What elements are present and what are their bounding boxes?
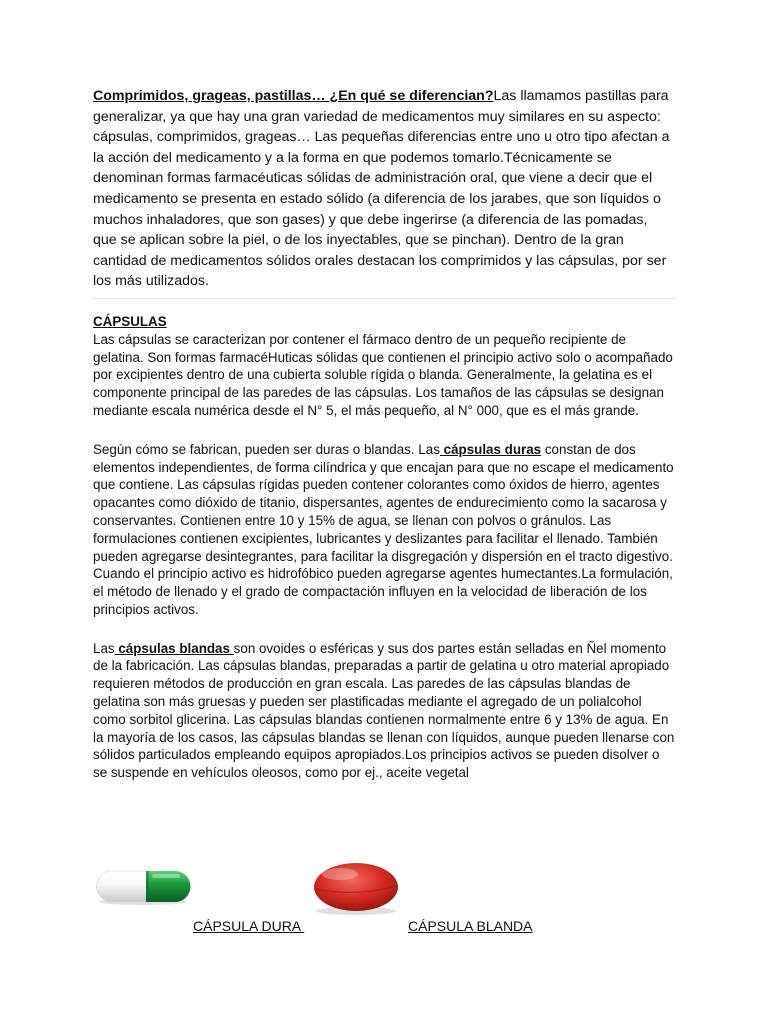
capsulas-paragraph-2	[93, 441, 675, 619]
hard-capsule-image	[97, 871, 191, 905]
para3-pre-text: Las	[93, 640, 115, 656]
capsulas-paragraph-3	[93, 640, 675, 782]
intro-body-text: Las llamamos pastillas para generalizar, ya que hay una gran variedad de medicamentos muy similares en su aspecto: cápsulas, comprimidos, grageas… Las pequeñas diferencias entre uno u otro tipo afectan a la acción del medicamento y a la forma en que podemos tomarlo.Técnicamente se denominan formas farmacéuticas sólidas de administración oral, que viene a decir que el medicamento se presenta en estado sólido (a diferencia de los jarabes, que son líquidos o muchos inhaladores, que son gases) y que debe ingerirse (a diferencia de las pomadas, que se aplican sobre la piel, o de los inyectables, que se pinchan). Dentro de la gran cantidad de medicamentos sólidos orales destacan los comprimidos y las cápsulas, por ser los más utilizados.	[93, 88, 670, 290]
para2-pre-text: Según cómo se fabrican, pueden ser duras o blandas. Las	[93, 441, 440, 457]
document-body	[93, 86, 675, 782]
intro-paragraph	[93, 86, 675, 292]
intro-lead-heading: Comprimidos, grageas, pastillas… ¿En qué se diferencian?	[93, 88, 494, 104]
capsulas-blandas-term: cápsulas blandas	[114, 640, 234, 656]
capsulas-paragraph-1: Las cápsulas se caracterizan por contener el fármaco dentro de un pequeño recipiente de gelatina. Son formas farmacéHuticas sólidas que contienen el principio activo solo o acompañado por excipientes dentro de una cubierta soluble rígida o blanda. Generalmente, la gelatina es el componente principal de las paredes de las cápsulas. Los tamaños de las cápsulas se designan mediante escala numérica desde el N° 5, el más pequeño, al N° 000, que es el más grande.	[93, 331, 673, 418]
capsulas-heading: CÁPSULAS	[93, 313, 167, 329]
para2-post-text: constan de dos elementos independientes, de forma cilíndrica y que encajan para que no escape el medicamento que contiene. Las cápsulas rígidas pueden contener colorantes como óxidos de hierro, agentes opacantes como dióxido de titanio, dispersantes, agentes de endurecimiento como la sacarosa y conservantes. Contienen entre 10 y 15% de agua, se llenan con polvos o gránulos. Las formulaciones contienen excipientes, lubricantes y deslizantes para facilitar el llenado. También pueden agregarse desintegrantes, para facilitar la disgregación y dispersión en el tracto digestivo. Cuando el principio activo es hidrofóbico pueden agregarse agentes humectantes.La formulación, el método de llenado y el grado de compactación influyen en la velocidad de liberación de los principios activos.	[93, 441, 674, 617]
para3-post-text: son ovoides o esféricas y sus dos partes están selladas en Ñel momento de la fabricación. Las cápsulas blandas, preparadas a partir de gelatina u otro material apropiado requieren métodos de producción en gran escala. Las paredes de las cápsulas blandas de gelatina son más gruesas y pueden ser plastificadas mediante el agregado de un polialcohol como sorbitol glicerina. Las cápsulas blandas contienen normalmente entre 6 y 13% de agua. En la mayoría de los casos, las cápsulas blandas se llenan con líquidos, aunque pueden llenarse con sólidos particulados empleando equipos apropiados.Los principios activos se pueden disolver o se suspende en vehículos oleosos, como por ej., aceite vegetal	[93, 640, 675, 781]
section-divider	[93, 298, 675, 299]
soft-capsule-image	[314, 863, 398, 915]
hard-capsule-caption: CÁPSULA DURA	[193, 918, 305, 934]
capsulas-duras-term: cápsulas duras	[439, 441, 542, 457]
soft-capsule-caption: CÁPSULA BLANDA	[408, 918, 533, 934]
